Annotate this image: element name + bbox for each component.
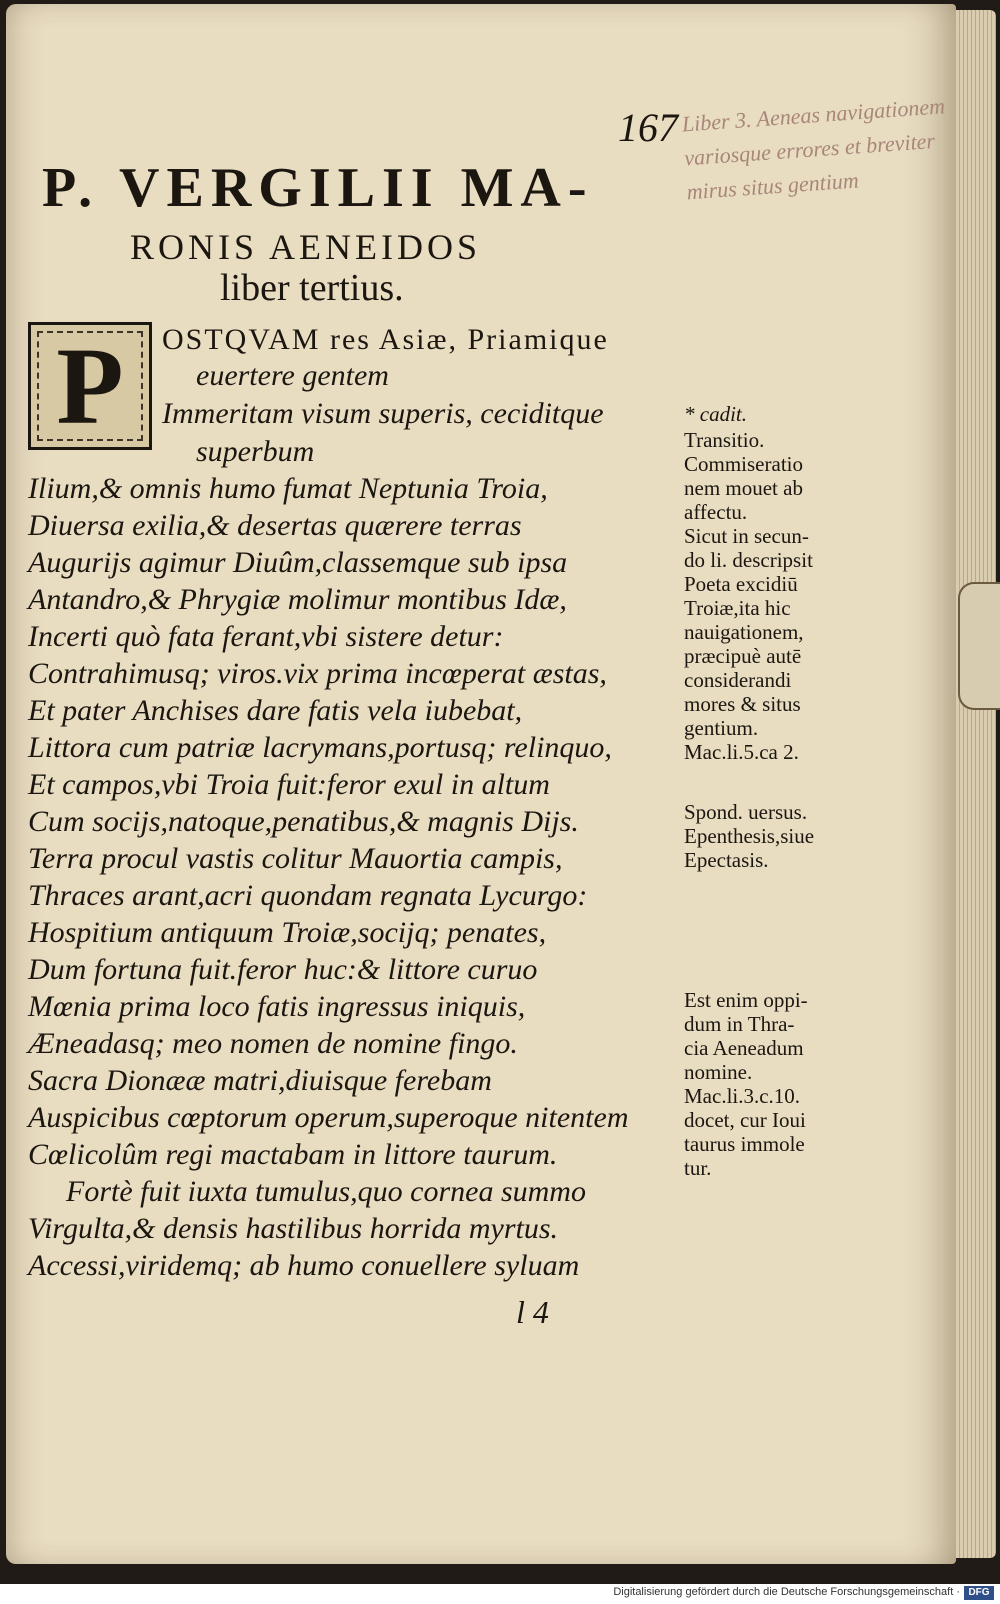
verse-line: Et pater Anchises dare fatis vela iubebat, (28, 694, 523, 727)
book-page (6, 4, 956, 1564)
margin-note: Troiæ,ita hic (684, 596, 791, 620)
verse-line: superbum (196, 435, 315, 468)
verse-line: Ilium,& omnis humo fumat Neptunia Troia, (28, 472, 548, 505)
margin-note: nem mouet ab (684, 476, 803, 500)
margin-note: Commiseratio (684, 452, 803, 476)
margin-note: Poeta excidiū (684, 572, 798, 596)
margin-note: Est enim oppi- (684, 988, 808, 1012)
verse-line: Thraces arant,acri quondam regnata Lycurgo: (28, 879, 588, 912)
verse-line: Incerti quò fata ferant,vbi sistere detur: (28, 620, 504, 653)
verse-line: Cum socijs,natoque,penatibus,& magnis Dijs. (28, 805, 579, 838)
verse-line: Immeritam visum superis, ceciditque (162, 397, 604, 430)
verse-line: Littora cum patriæ lacrymans,portusq; relinquo, (28, 731, 612, 764)
verse-line: Virgulta,& densis hastilibus horrida myrtus. (28, 1212, 559, 1245)
margin-note: nauigationem, (684, 620, 804, 644)
footer-credit: Digitalisierung gefördert durch die Deutsche Forschungsgemeinschaft · (613, 1586, 960, 1598)
margin-note: do li. descripsit (684, 548, 813, 572)
dfg-logo-icon: DFG (964, 1586, 994, 1600)
margin-note: mores & situs (684, 692, 801, 716)
page-number: 167 (618, 105, 678, 150)
margin-note: dum in Thra- (684, 1012, 795, 1036)
margin-note: affectu. (684, 500, 748, 524)
verse-line: Hospitium antiquum Troiæ,socijq; penates, (28, 916, 547, 949)
verse-line: Cœlicolûm regi mactabam in littore taurum. (28, 1138, 558, 1171)
margin-note: tur. (684, 1156, 712, 1180)
margin-note: Mac.li.5.ca 2. (684, 740, 799, 764)
verse-line: Sacra Dionææ matri,diuisque ferebam (28, 1064, 492, 1097)
verse-line: OSTQVAM res Asiæ, Priamique (162, 323, 609, 356)
verse-line: Accessi,viridemq; ab humo conuellere syluam (28, 1249, 580, 1282)
verse-line: Fortè fuit iuxta tumulus,quo cornea summo (66, 1175, 586, 1208)
page-edges (956, 10, 996, 1558)
verse-line: Diuersa exilia,& desertas quærere terras (28, 509, 522, 542)
margin-note: nomine. (684, 1060, 753, 1084)
verse-line: euertere gentem (196, 359, 389, 392)
title-line-3: liber tertius. (220, 267, 404, 309)
margin-note: considerandi (684, 668, 792, 692)
title-line-2: RONIS AENEIDOS (130, 227, 482, 267)
margin-note: Spond. uersus. (684, 800, 808, 824)
margin-note: taurus immole (684, 1132, 805, 1156)
verse-line: Mœnia prima loco fatis ingressus iniquis, (28, 990, 526, 1023)
verse-line: Contrahimusq; viros.vix prima incœperat æstas, (28, 657, 607, 690)
verse-line: Terra procul vastis colitur Mauortia campis, (28, 842, 563, 875)
handwritten-note: Liber 3. Aeneas navigationem variosque errores et breviter mirus situs gentium (681, 93, 946, 205)
margin-note: Epenthesis,siue (684, 824, 815, 848)
margin-note: gentium. (684, 716, 759, 740)
margin-note: * cadit. (684, 402, 747, 426)
margin-note: Epectasis. (684, 848, 769, 872)
margin-note: docet, cur Ioui (684, 1108, 806, 1132)
verse-line: Augurijs agimur Diuûm,classemque sub ipsa (28, 546, 568, 579)
margin-note: Transitio. (684, 428, 765, 452)
margin-note: cia Aeneadum (684, 1036, 804, 1060)
verse-line: Dum fortuna fuit.feror huc:& littore curuo (28, 953, 538, 986)
book-clasp (958, 582, 1000, 710)
signature-mark: l 4 (516, 1294, 549, 1330)
title-line-1: P. VERGILII MA- (42, 157, 594, 219)
verse-line: Antandro,& Phrygiæ molimur montibus Idæ, (28, 583, 567, 616)
margin-note: præcipuè autē (684, 644, 802, 668)
decorated-initial-letter: P (28, 322, 152, 450)
verse-line: Auspicibus cœptorum operum,superoque nitentem (28, 1101, 629, 1134)
verse-line: Æneadasq; meo nomen de nomine fingo. (28, 1027, 518, 1060)
margin-note: Mac.li.3.c.10. (684, 1084, 801, 1108)
margin-note: Sicut in secun- (684, 524, 809, 548)
verse-line: Et campos,vbi Troia fuit:feror exul in altum (28, 768, 550, 801)
